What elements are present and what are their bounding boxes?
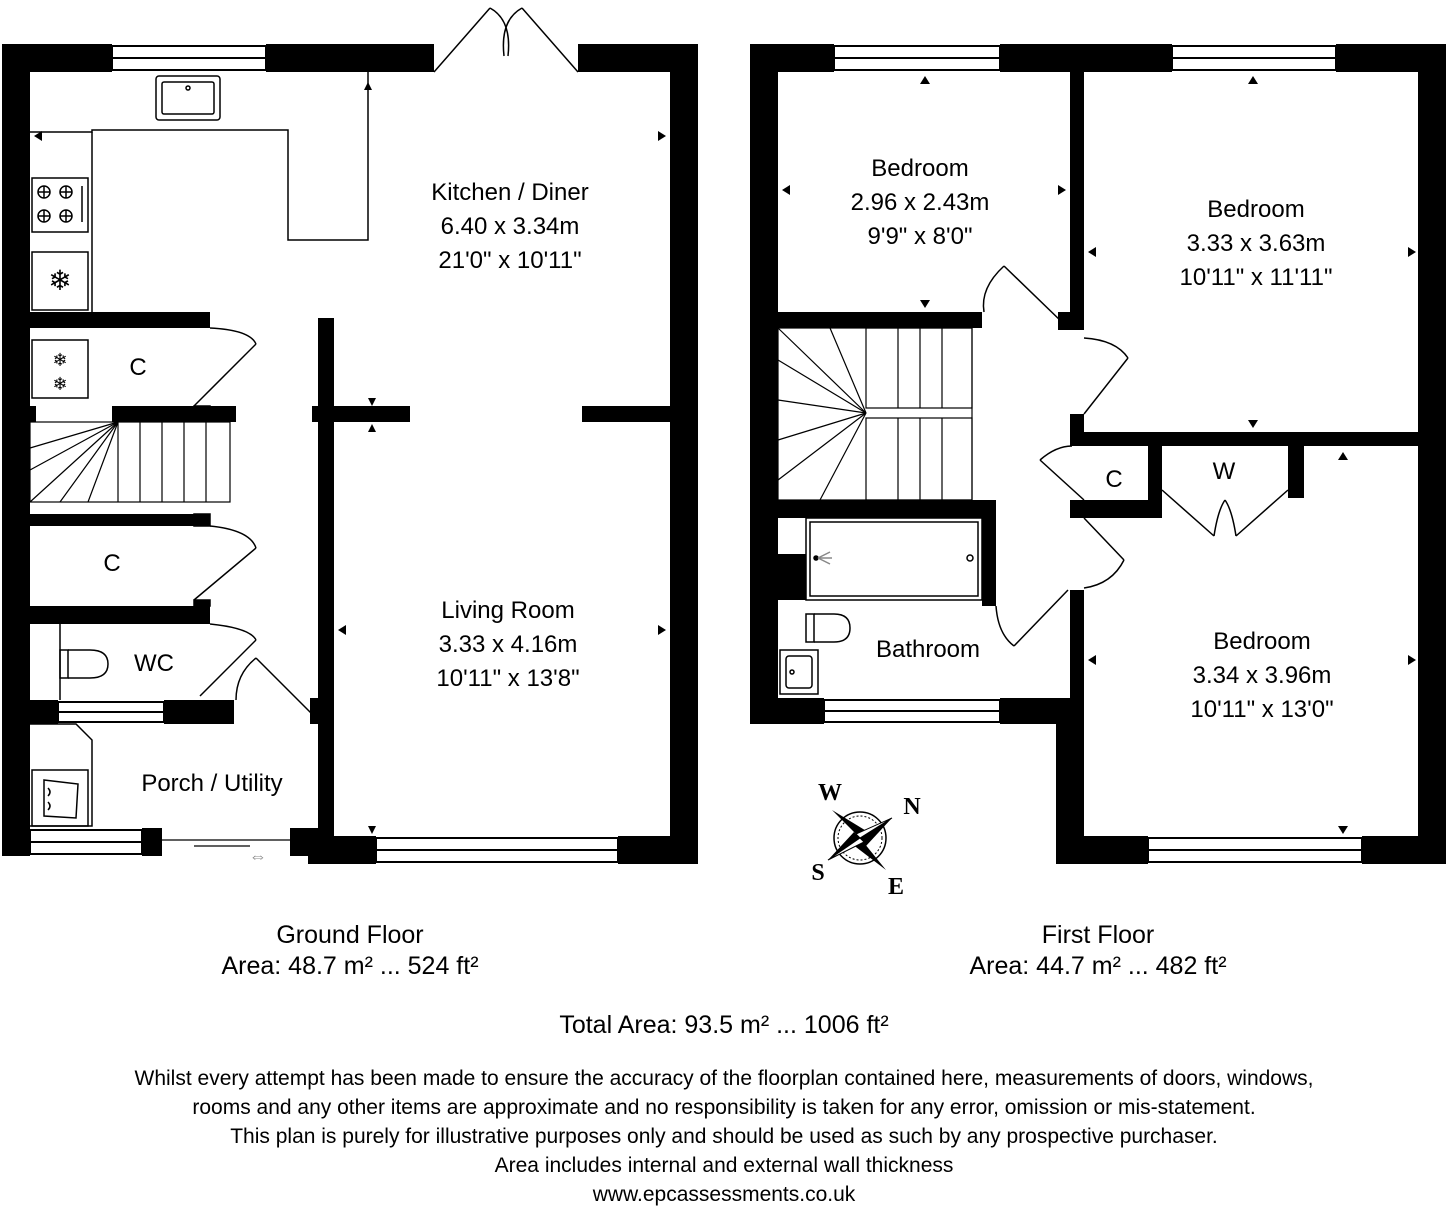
- ground-wc-icon: [60, 624, 108, 700]
- compass-e: E: [887, 874, 905, 900]
- bedroom-2-name: Bedroom: [1207, 196, 1305, 223]
- sink-icon: [156, 76, 220, 120]
- disclaimer-line-4: Area includes internal and external wall thickness: [494, 1154, 954, 1177]
- ground-stairs: [30, 422, 230, 502]
- cupboard-1-label: C: [129, 354, 147, 381]
- freezer-icon: [32, 340, 88, 398]
- ground-doors: [194, 328, 312, 714]
- hob-icon: [32, 178, 88, 232]
- first-floor-area: Area: 44.7 m² ... 482 ft²: [969, 952, 1227, 980]
- bedroom-2-imperial: 10'11" x 11'11": [1179, 264, 1333, 291]
- compass-w: W: [818, 780, 842, 806]
- kitchen-name: Kitchen / Diner: [431, 179, 589, 206]
- kitchen-imperial: 21'0" x 10'11": [438, 247, 582, 274]
- living-imperial: 10'11" x 13'8": [436, 665, 580, 692]
- basin-icon: [780, 650, 818, 694]
- svg-text:⇔: ⇔: [249, 846, 267, 866]
- ground-floor-area: Area: 48.7 m² ... 524 ft²: [221, 952, 479, 980]
- cupboard-2-label: C: [103, 550, 121, 577]
- compass-n: N: [903, 794, 921, 820]
- ground-floor-caption: [150, 920, 550, 982]
- compass-s: S: [811, 860, 825, 886]
- disclaimer: [0, 1064, 1448, 1209]
- bathroom-label: Bathroom: [875, 636, 981, 663]
- bedroom-3-imperial: 10'11" x 13'0": [1190, 696, 1334, 723]
- french-doors: [434, 8, 578, 72]
- bedroom-3-name: Bedroom: [1213, 628, 1311, 655]
- first-floor-caption: [898, 920, 1298, 982]
- porch-label: Porch / Utility: [141, 770, 283, 797]
- bedroom-1-imperial: 9'9" x 8'0": [867, 223, 973, 250]
- wc-label: WC: [134, 650, 174, 677]
- first-cupboard-label: C: [1105, 466, 1123, 493]
- washing-machine-icon: [30, 724, 92, 826]
- living-metric: 3.33 x 4.16m: [438, 631, 578, 658]
- ground-floor-title: Ground Floor: [276, 921, 424, 949]
- bedroom-1-name: Bedroom: [871, 155, 969, 182]
- disclaimer-line-3: This plan is purely for illustrative purposes only and should be used as such by any prospective purchaser.: [230, 1125, 1218, 1148]
- svg-text:❄: ❄: [48, 265, 72, 296]
- first-stairs: [778, 328, 972, 500]
- disclaimer-line-1: Whilst every attempt has been made to ensure the accuracy of the floorplan contained here, measurements of doors, windows,: [134, 1067, 1314, 1090]
- fridge-icon: [32, 252, 88, 310]
- worktop-arrow: [364, 82, 372, 90]
- first-floor-title: First Floor: [1041, 921, 1155, 949]
- compass-rose: [811, 780, 921, 900]
- bath-icon: [806, 518, 982, 600]
- svg-text:❄: ❄: [52, 350, 68, 370]
- living-name: Living Room: [441, 597, 575, 624]
- sliding-door: [162, 840, 290, 866]
- kitchen-metric: 6.40 x 3.34m: [440, 213, 580, 240]
- first-doors: [983, 266, 1288, 646]
- bedroom-2-metric: 3.33 x 3.63m: [1186, 230, 1326, 257]
- first-floor-plan: [750, 44, 1446, 864]
- wardrobe-label: W: [1212, 458, 1236, 485]
- website-link[interactable]: www.epcassessments.co.uk: [592, 1183, 856, 1206]
- bedroom-3-metric: 3.34 x 3.96m: [1192, 662, 1332, 689]
- total-area: Total Area: 93.5 m² ... 1006 ft²: [559, 1011, 889, 1039]
- first-floor-walls: [750, 44, 1446, 864]
- disclaimer-line-2: rooms and any other items are approximate and no responsibility is taken for any error, omission or mis-statement.: [192, 1096, 1256, 1119]
- svg-text:❄: ❄: [52, 374, 68, 394]
- ground-floor-plan: [2, 8, 698, 866]
- kitchen-worktop: [30, 72, 368, 240]
- bedroom-1-metric: 2.96 x 2.43m: [850, 189, 990, 216]
- bathroom-wc-icon: [806, 614, 850, 642]
